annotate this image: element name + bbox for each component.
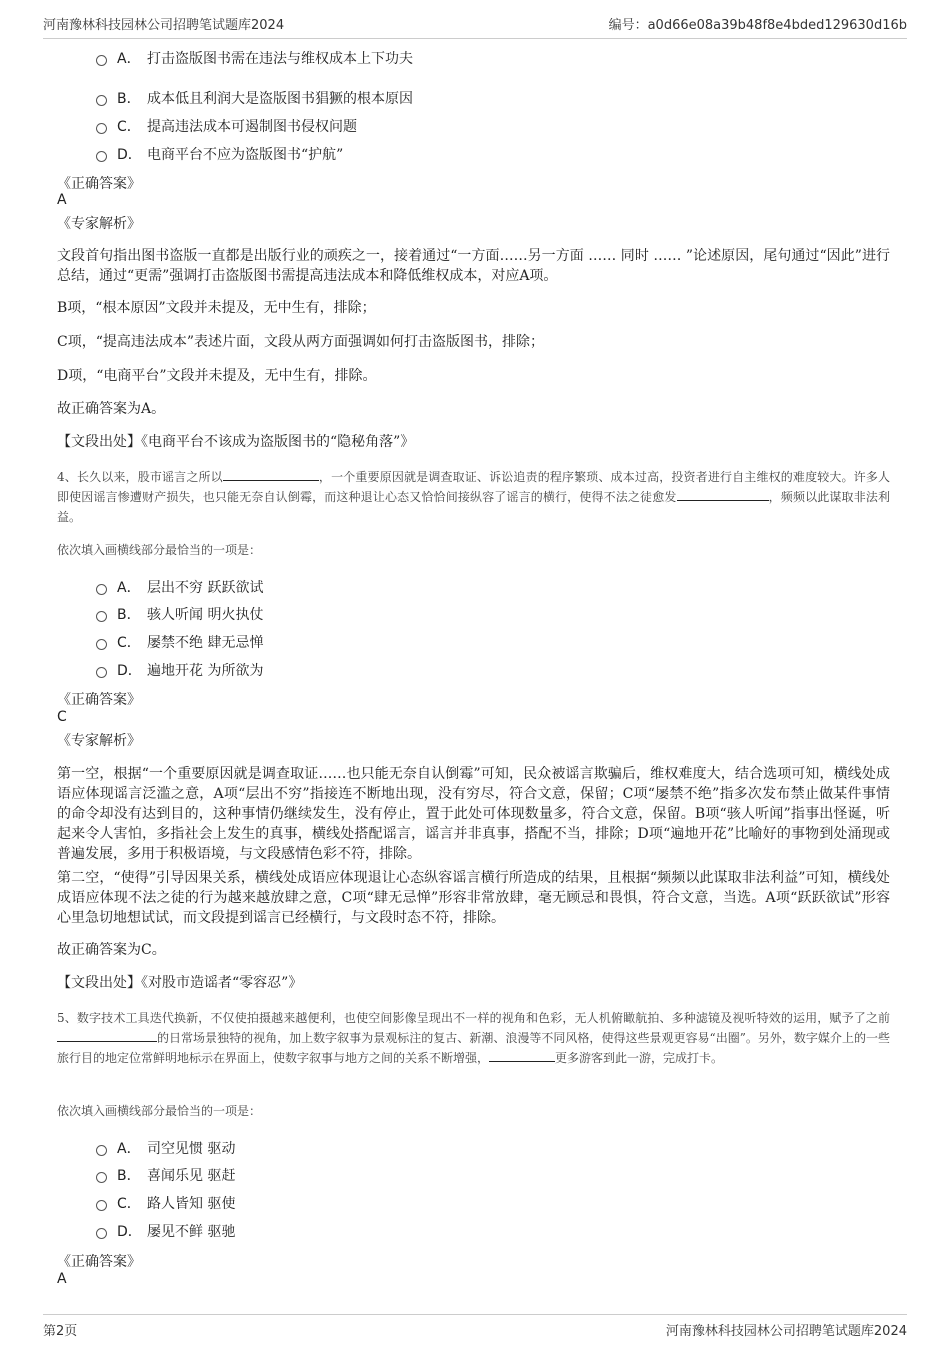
option-letter: B．	[117, 1168, 141, 1184]
option-letter: A．	[117, 580, 141, 596]
option-letter: C．	[117, 1196, 141, 1212]
option-text: 司空见惯 驱动	[147, 1141, 236, 1157]
q5-answer-label: 《正确答案》	[57, 1254, 141, 1270]
option-letter: D．	[117, 1224, 142, 1240]
q5-option-b[interactable]	[96, 1165, 235, 1185]
page-header	[43, 14, 907, 39]
q4-option-a[interactable]	[96, 577, 263, 597]
radio-icon[interactable]	[96, 667, 107, 678]
q5-option-d[interactable]	[96, 1221, 235, 1241]
option-letter: B．	[117, 607, 141, 623]
q4-answer-label: 《正确答案》	[57, 692, 141, 708]
radio-icon[interactable]	[96, 1172, 107, 1183]
radio-icon[interactable]	[96, 639, 107, 650]
answer-blank	[223, 468, 319, 481]
option-text: 成本低且利润大是盗版图书猖獗的根本原因	[147, 91, 413, 107]
q4-prompt: 依次填入画横线部分最恰当的一项是：	[57, 543, 262, 557]
option-letter: D．	[117, 663, 142, 679]
q4-stem-part: ，一个重要原因就是调查取证、诉讼追责的程序繁琐、成本过高，投资者进行自主维权的难度较大。许多人即使因谣言惨遭财产损失，也只能无奈自认倒霉，而这种退让心态又恰恰间接纵容了谣言的横行，使得不法之徒愈发	[57, 470, 890, 504]
q3-analysis-paragraph: B项，“根本原因”文段并未提及，无中生有，排除；	[57, 300, 376, 316]
q4-stem	[57, 467, 890, 527]
answer-blank	[677, 488, 769, 501]
q5-answer: A	[57, 1271, 67, 1287]
option-text: 打击盗版图书需在违法与维权成本上下功夫	[147, 51, 413, 67]
q3-analysis-paragraph: C项，“提高违法成本”表述片面，文段从两方面强调如何打击盗版图书，排除；	[57, 334, 545, 350]
answer-blank	[57, 1029, 157, 1042]
radio-icon[interactable]	[96, 55, 107, 66]
q4-analysis-paragraph: 第一空，根据“一个重要原因就是调查取证……也只能无奈自认倒霉”可知，民众被谣言欺骗后，维权难度大，结合选项可知，横线处成语应体现谣言泛滥之意，A项“层出不穷”指接连不断地出现，没有穷尽，符合文意，保留；C项“屡禁不绝”指多次发布禁止做某件事情的命令却没有达到目的，这种事情仍继续发生，没有停止，置于此处可体现数量多，符合文意，保留。B项“骇人听闻”指事出怪诞，听起来令人害怕，多指社会上发生的真事，横线处搭配谣言，谣言并非真事，搭配不当，排除；D项“遍地开花”比喻好的事物到处涌现或普遍发展，多用于积极语境，与文段感情色彩不符，排除。	[57, 766, 890, 862]
option-text: 骇人听闻 明火执仗	[147, 607, 264, 623]
radio-icon[interactable]	[96, 123, 107, 134]
q3-analysis-label: 《专家解析》	[57, 216, 141, 232]
q4-option-d[interactable]	[96, 660, 263, 680]
option-letter: C．	[117, 635, 141, 651]
option-text: 层出不穷 跃跃欲试	[147, 580, 264, 596]
option-text: 遍地开花 为所欲为	[147, 663, 264, 679]
radio-icon[interactable]	[96, 1228, 107, 1239]
q3-answer: A	[57, 192, 67, 208]
radio-icon[interactable]	[96, 151, 107, 162]
radio-icon[interactable]	[96, 1200, 107, 1211]
q3-option-b[interactable]	[96, 88, 413, 108]
q3-analysis-paragraph: 文段首句指出图书盗版一直都是出版行业的顽疾之一，接着通过“一方面……另一方面 …… 同时 …… ”论述原因，尾句通过“因此”进行总结，通过“更需”强调打击盗版图书需提高违法成本和降低维权成本，对应A项。	[57, 248, 890, 284]
q4-analysis-paragraph: 故正确答案为C。	[57, 942, 166, 958]
option-text: 屡见不鲜 驱驰	[147, 1224, 236, 1240]
q5-option-c[interactable]	[96, 1193, 235, 1213]
q4-option-b[interactable]	[96, 604, 263, 624]
q4-source: 【文段出处】《对股市造谣者“零容忍”》	[57, 975, 303, 991]
document-id: 编号：a0d66e08a39b48f8e4bded129630d16b	[608, 18, 907, 33]
q5-stem	[57, 1008, 890, 1068]
page-number: 第2页	[43, 1324, 78, 1339]
q4-stem-part: 4、长久以来，股市谣言之所以	[57, 470, 223, 484]
q4-stem-part: ，频频以此谋取非法利益。	[57, 490, 890, 524]
q3-analysis-paragraph: D项，“电商平台”文段并未提及，无中生有，排除。	[57, 368, 377, 384]
option-text: 路人皆知 驱使	[147, 1196, 236, 1212]
q3-answer-label: 《正确答案》	[57, 176, 141, 192]
answer-blank	[489, 1049, 555, 1062]
q3-option-c[interactable]	[96, 116, 357, 136]
q3-analysis-paragraph: 故正确答案为A。	[57, 401, 166, 417]
option-text: 屡禁不绝 肆无忌惮	[147, 635, 264, 651]
q4-analysis-label: 《专家解析》	[57, 733, 141, 749]
radio-icon[interactable]	[96, 1145, 107, 1156]
option-letter: D．	[117, 147, 142, 163]
option-text: 喜闻乐见 驱赶	[147, 1168, 236, 1184]
q3-source: 【文段出处】《电商平台不该成为盗版图书的“隐秘角落”》	[57, 434, 415, 450]
header-title: 河南豫林科技园林公司招聘笔试题库2024	[43, 18, 285, 33]
option-text: 提高违法成本可遏制图书侵权问题	[147, 119, 357, 135]
page-footer	[43, 1314, 907, 1339]
option-letter: B．	[117, 91, 141, 107]
q4-option-c[interactable]	[96, 632, 263, 652]
q5-stem-part: 的日常场景独特的视角，加上数字叙事为景观标注的复古、新潮、浪漫等不同风格，使得这些景观更容易“出圈”。另外，数字媒介上的一些旅行目的地定位常鲜明地标示在界面上，使数字叙事与地方之间的关系不断增强，	[57, 1031, 890, 1065]
footer-title: 河南豫林科技园林公司招聘笔试题库2024	[665, 1324, 907, 1339]
option-letter: A．	[117, 1141, 141, 1157]
q3-option-d[interactable]	[96, 144, 343, 164]
option-letter: A．	[117, 51, 141, 67]
q3-option-a[interactable]	[96, 48, 413, 68]
radio-icon[interactable]	[96, 584, 107, 595]
q5-stem-part: 5、数字技术工具迭代换新，不仅使拍摄越来越便利，也使空间影像呈现出不一样的视角和色彩，无人机俯瞰航拍、多种滤镜及视听特效的运用，赋予了之前	[57, 1011, 890, 1025]
option-letter: C．	[117, 119, 141, 135]
q5-prompt: 依次填入画横线部分最恰当的一项是：	[57, 1104, 262, 1118]
option-text: 电商平台不应为盗版图书“护航”	[147, 147, 344, 163]
q5-option-a[interactable]	[96, 1138, 235, 1158]
q4-answer: C	[57, 709, 67, 725]
q5-stem-part: 更多游客到此一游，完成打卡。	[555, 1051, 724, 1065]
radio-icon[interactable]	[96, 611, 107, 622]
q4-analysis-paragraph: 第二空，“使得”引导因果关系，横线处成语应体现退让心态纵容谣言横行所造成的结果，且根据“频频以此谋取非法利益”可知，横线处成语应体现不法之徒的行为越来越放肆之意，C项“肆无忌惮”形容非常放肆，毫无顾忌和畏惧，符合文意，当选。A项“跃跃欲试”形容心里急切地想试试，而文段提到谣言已经横行，与文段时态不符，排除。	[57, 870, 890, 926]
radio-icon[interactable]	[96, 95, 107, 106]
